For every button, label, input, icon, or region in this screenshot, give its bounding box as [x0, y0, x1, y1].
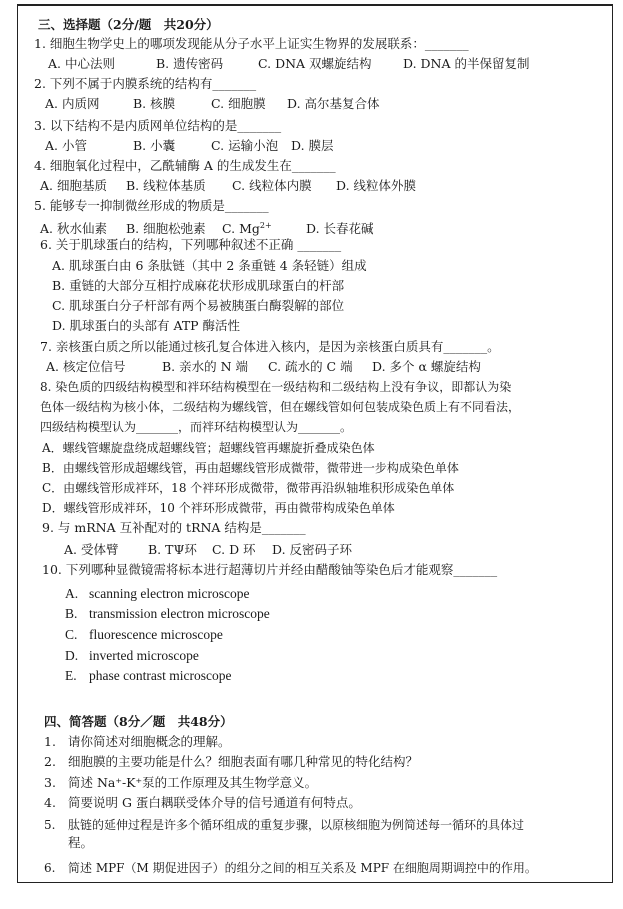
q10-option-e-text: phase contrast microscope [89, 668, 232, 683]
q8-option-a: A．螺线管螺旋盘绕成超螺线管；超螺线管再螺旋折叠成染色体 [42, 441, 375, 455]
q10-option-c-label: C. [65, 627, 78, 642]
q4-option-c: C. 线粒体内膜 [232, 178, 312, 193]
q7-option-c: C. 疏水的 C 端 [268, 359, 353, 374]
sa-question-2-text: 细胞膜的主要功能是什么？细胞表面有哪几种常见的特化结构？ [68, 754, 419, 769]
q5-stem: 5. 能够专一抑制微丝形成的物质是_______ [34, 198, 269, 213]
q10-option-e-label: E. [65, 668, 77, 683]
q2-option-a: A. 内质网 [45, 96, 100, 111]
sa-question-6 [44, 860, 537, 876]
q1-stem: 1. 细胞生物学史上的哪项发现能从分子水平上证实生物界的发展联系：_______ [34, 36, 469, 51]
q6-option-c: C. 肌球蛋白分子杆部有两个易被胰蛋白酶裂解的部位 [52, 298, 345, 313]
sa-question-3-num: 3. [44, 775, 56, 790]
q2-options [45, 96, 380, 112]
q9-option-b: B. TΨ环 [148, 542, 197, 557]
q9-option-a: A. 受体臂 [64, 542, 119, 557]
q3-option-d: D. 膜层 [291, 138, 334, 153]
q10-option-b-label: B. [65, 606, 78, 621]
q4-options [40, 178, 416, 194]
q10-option-b-text: transmission electron microscope [89, 606, 270, 621]
q3-stem: 3. 以下结构不是内质网单位结构的是_______ [34, 118, 282, 133]
sa-question-1-text: 请你简述对细胞概念的理解。 [68, 734, 231, 749]
q4-stem: 4. 细胞氧化过程中，乙酰辅酶 A 的生成发生在_______ [34, 158, 336, 173]
q10-option-d-text: inverted microscope [89, 648, 199, 663]
q4-option-d: D. 线粒体外膜 [336, 178, 417, 193]
q1-options [48, 56, 529, 72]
q3-options [45, 138, 334, 154]
section3-title: 三、选择题（2分/题 共20分） [38, 17, 219, 32]
q10-option-b [65, 606, 270, 622]
sa-question-4 [44, 795, 361, 811]
q6-option-a: A. 肌球蛋白由 6 条肽链（其中 2 条重链 4 条轻链）组成 [52, 258, 367, 273]
q7-stem: 7. 亲核蛋白质之所以能通过核孔复合体进入核内，是因为亲核蛋白质具有_______。 [40, 339, 500, 354]
q2-option-d: D. 高尔基复合体 [287, 96, 380, 111]
q2-option-c: C. 细胞膜 [211, 96, 266, 111]
sa-question-6-text: 简述 MPF（M 期促进因子）的组分之间的相互关系及 MPF 在细胞周期调控中的作用。 [68, 861, 537, 875]
q10-option-a-text: scanning electron microscope [89, 586, 250, 601]
q6-option-d: D. 肌球蛋白的头部有 ATP 酶活性 [52, 318, 241, 333]
q1-option-a: A. 中心法则 [48, 56, 115, 71]
q10-option-a-label: A. [65, 586, 79, 601]
sa-question-4-text: 简要说明 G 蛋白耦联受体介导的信号通道有何特点。 [68, 795, 361, 810]
q8-stem-line-2: 色体一级结构为核小体，二级结构为螺线管，但在螺线管如何包装成染色质上有不同看法， [40, 400, 521, 414]
sa-question-5-continued: 程。 [68, 835, 94, 850]
q10-option-a [65, 586, 249, 602]
sa-question-1-num: 1. [44, 734, 56, 749]
q5-option-d: D. 长春花碱 [306, 221, 374, 237]
q10-option-c [65, 627, 223, 643]
q5-option-c-superscript: 2+ [259, 221, 272, 230]
q1-option-c: C. DNA 双螺旋结构 [258, 56, 372, 71]
q1-option-d: D. DNA 的半保留复制 [403, 56, 530, 71]
sa-question-6-num: 6. [44, 861, 56, 875]
q3-option-b: B. 小囊 [133, 138, 176, 153]
sa-question-5 [44, 817, 524, 833]
q8-option-b: B．由螺线管形成超螺线管，再由超螺线管形成微带，微带进一步构成染色单体 [42, 461, 459, 475]
q10-option-e [65, 668, 231, 684]
q1-option-b: B. 遗传密码 [156, 56, 224, 71]
q3-option-c: C. 运输小泡 [211, 138, 279, 153]
q7-option-d: D. 多个 α 螺旋结构 [372, 359, 481, 374]
sa-question-5-num: 5. [44, 818, 56, 832]
q8-option-c: C．由螺线管形成袢环，18 个袢环形成微带，微带再沿纵轴堆积形成染色单体 [42, 481, 455, 495]
q5-option-b: B. 细胞松弛素 [126, 221, 206, 237]
q8-stem-line-3: 四级结构模型认为_______，而袢环结构模型认为_______。 [40, 420, 353, 434]
q6-stem: 6. 关于肌球蛋白的结构，下列哪种叙述不正确 _______ [40, 237, 342, 252]
sa-question-5-text: 肽链的延伸过程是许多个循环组成的重复步骤，以原核细胞为例简述每一循环的具体过 [68, 818, 525, 832]
q10-option-c-text: fluorescence microscope [89, 627, 223, 642]
q2-option-b: B. 核膜 [133, 96, 176, 111]
q10-stem: 10. 下列哪种显微镜需将标本进行超薄切片并经由醋酸铀等染色后才能观察_______ [42, 562, 498, 577]
sa-question-2 [44, 754, 418, 770]
q8-option-d: D．螺线管形成袢环，10 个袢环形成微带，再由微带构成染色单体 [42, 501, 395, 515]
q7-option-a: A. 核定位信号 [46, 359, 126, 374]
sa-question-2-num: 2. [44, 754, 56, 769]
q5-option-a: A. 秋水仙素 [40, 221, 107, 237]
q6-option-b: B. 重链的大部分互相拧成麻花状形成肌球蛋白的杆部 [52, 278, 345, 293]
q8-stem-line-1: 8. 染色质的四级结构模型和袢环结构模型在一级结构和二级结构上没有争议，即都认为染 [40, 380, 512, 394]
sa-question-3-text: 简述 Na⁺-K⁺泵的工作原理及其生物学意义。 [68, 775, 318, 790]
q9-option-c: C. D 环 [212, 542, 256, 557]
q9-option-d: D. 反密码子环 [272, 542, 353, 557]
q10-option-d-label: D. [65, 648, 79, 663]
sa-question-3 [44, 775, 317, 791]
q7-options [46, 359, 481, 375]
q9-stem: 9. 与 mRNA 互补配对的 tRNA 结构是_______ [42, 520, 306, 535]
q2-stem: 2. 下列不属于内膜系统的结构有_______ [34, 76, 257, 91]
q5-options [40, 218, 374, 237]
q5-option-c-text: C. Mg [222, 221, 260, 237]
q10-option-d [65, 648, 199, 664]
q4-option-a: A. 细胞基质 [40, 178, 107, 193]
sa-question-1 [44, 734, 231, 750]
q7-option-b: B. 亲水的 N 端 [162, 359, 249, 374]
q9-options [64, 542, 352, 558]
q4-option-b: B. 线粒体基质 [126, 178, 206, 193]
section4-title: 四、简答题（8分／题 共48分） [44, 714, 233, 729]
sa-question-4-num: 4. [44, 795, 56, 810]
q3-option-a: A. 小管 [45, 138, 87, 153]
q5-option-c [222, 218, 306, 237]
